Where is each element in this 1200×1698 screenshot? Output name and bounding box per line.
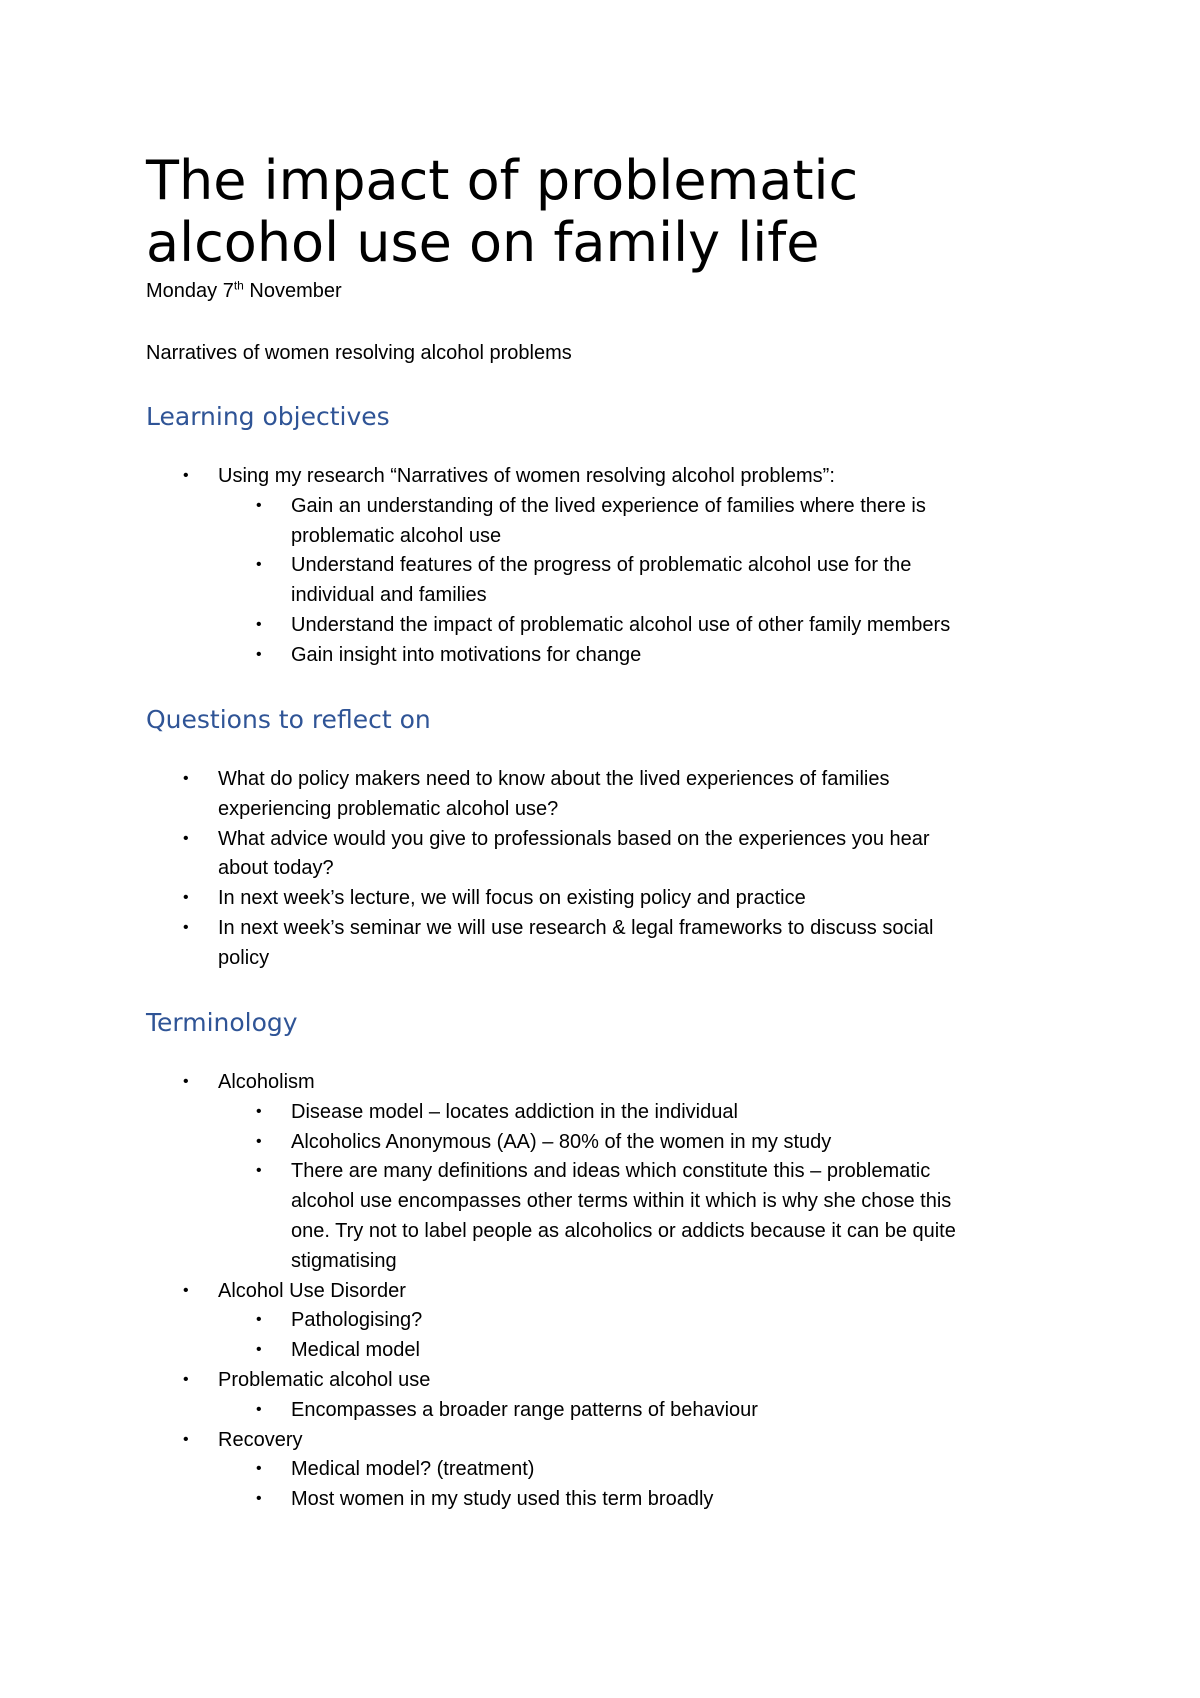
bullet-icon: • xyxy=(256,496,262,514)
list-item-text: Alcohol Use Disorder xyxy=(218,1279,406,1302)
bullet-icon: • xyxy=(183,467,189,484)
bullet-icon: • xyxy=(183,889,189,907)
list-item-text: Most women in my study used this term broadly xyxy=(291,1488,714,1511)
list-item-text: experiencing problematic alcohol use? xyxy=(218,797,559,820)
list-item-text: Medical model? (treatment) xyxy=(291,1458,535,1481)
list-item-text: problematic alcohol use xyxy=(291,524,502,547)
bullet-icon: • xyxy=(183,1281,189,1299)
list-item-text: In next week’s lecture, we will focus on existing policy and practice xyxy=(218,887,806,910)
document-title-line-2: alcohol use on family life xyxy=(146,211,820,274)
bullet-icon: • xyxy=(256,1102,262,1120)
list-item-text: Disease model – locates addiction in the individual xyxy=(291,1100,738,1123)
date-suffix: November xyxy=(243,280,342,302)
document-title-line-1: The impact of problematic xyxy=(146,149,859,212)
bullet-icon: • xyxy=(256,1132,262,1150)
section-heading: Questions to reflect on xyxy=(146,705,431,734)
bullet-icon: • xyxy=(256,1400,262,1418)
list-item-text: What advice would you give to professionals based on the experiences you hear xyxy=(218,827,930,850)
section-heading: Terminology xyxy=(146,1008,298,1037)
bullet-icon: • xyxy=(183,1430,189,1448)
list-item-text: Problematic alcohol use xyxy=(218,1369,431,1391)
bullet-icon: • xyxy=(256,1162,262,1180)
list-item-text: individual and families xyxy=(291,584,487,607)
bullet-icon: • xyxy=(183,1073,189,1090)
bullet-icon: • xyxy=(256,1311,262,1329)
list-item-text: Recovery xyxy=(218,1428,303,1451)
list-item-text: Pathologising? xyxy=(291,1309,423,1332)
list-item-text: There are many definitions and ideas which constitute this – problematic xyxy=(291,1160,931,1183)
bullet-icon: • xyxy=(256,1341,262,1359)
bullet-icon: • xyxy=(256,1490,262,1508)
bullet-icon: • xyxy=(183,770,189,787)
bullet-icon: • xyxy=(256,556,262,574)
bullet-icon: • xyxy=(183,919,189,936)
list-item-text: Understand features of the progress of problematic alcohol use for the xyxy=(291,554,912,577)
list-item-text: alcohol use encompasses other terms within it which is why she chose this xyxy=(291,1190,952,1213)
list-item-text: one. Try not to label people as alcoholics or addicts because it can be quite xyxy=(291,1219,956,1242)
date-prefix: Monday 7 xyxy=(146,280,234,302)
list-item-text: Gain insight into motivations for change xyxy=(291,643,642,666)
list-item-text: Understand the impact of problematic alcohol use of other family members xyxy=(291,614,951,636)
list-item-text: Alcoholism xyxy=(218,1071,315,1093)
bullet-icon: • xyxy=(183,829,189,847)
list-item-text: Alcoholics Anonymous (AA) – 80% of the women in my study xyxy=(291,1130,832,1153)
bullet-icon: • xyxy=(256,616,262,633)
list-item-text: In next week’s seminar we will use research & legal frameworks to discuss social xyxy=(218,917,934,939)
list-item-text: Medical model xyxy=(291,1339,420,1362)
list-item-text: What do policy makers need to know about the lived experiences of families xyxy=(218,768,890,790)
bullet-icon: • xyxy=(256,1460,262,1478)
list-item-text: policy xyxy=(218,946,270,969)
list-item-text: Encompasses a broader range patterns of behaviour xyxy=(291,1398,758,1421)
document-subtitle: Narratives of women resolving alcohol problems xyxy=(146,342,572,364)
date-superscript: th xyxy=(233,278,244,293)
lecture-date xyxy=(146,278,342,304)
list-item-text: about today? xyxy=(218,857,334,880)
bullet-icon: • xyxy=(256,645,262,663)
list-item-text: Using my research “Narratives of women resolving alcohol problems”: xyxy=(218,465,835,487)
section-heading: Learning objectives xyxy=(146,402,390,431)
list-item-text: stigmatising xyxy=(291,1249,397,1272)
bullet-icon: • xyxy=(183,1371,189,1388)
list-item-text: Gain an understanding of the lived experience of families where there is xyxy=(291,494,926,517)
